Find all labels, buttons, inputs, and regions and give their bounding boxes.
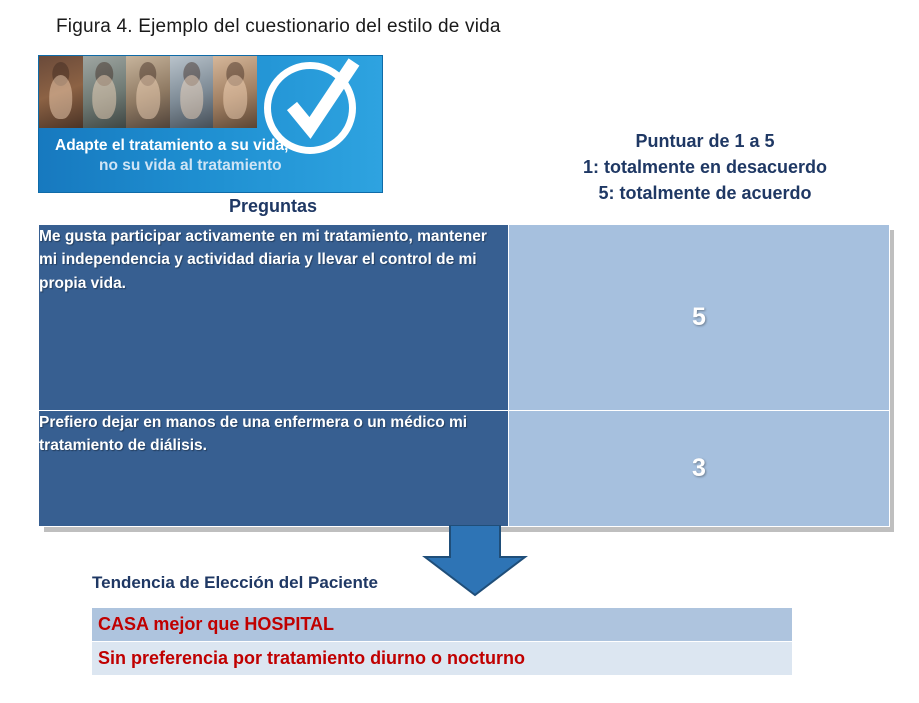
banner-slogan-line2: no su vida al tratamiento <box>99 157 282 175</box>
banner-photo <box>126 56 170 128</box>
scale-header-line2: 1: totalmente en desacuerdo <box>582 157 828 178</box>
score-cell[interactable]: 3 <box>509 411 890 527</box>
down-arrow-icon <box>420 525 530 597</box>
scale-header-line3: 5: totalmente de acuerdo <box>598 183 812 204</box>
scale-header-line1: Puntuar de 1 a 5 <box>635 131 775 151</box>
banner-photo <box>83 56 127 128</box>
campaign-banner <box>38 55 383 193</box>
banner-slogan-line1: Adapte el tratamiento a su vida, <box>55 137 289 154</box>
banner-photo-strip <box>39 56 257 128</box>
question-cell: Me gusta participar activamente en mi tratamiento, mantener mi independencia y actividad diaria y llevar el control de mi propia vida. <box>39 225 509 411</box>
banner-slogan <box>55 136 375 177</box>
banner-photo <box>39 56 83 128</box>
conclusion-label: Tendencia de Elección del Paciente <box>92 573 378 592</box>
conclusion-item-1: CASA mejor que HOSPITAL <box>92 608 792 641</box>
conclusion-item-2: Sin preferencia por tratamiento diurno o nocturno <box>92 642 792 675</box>
banner-photo <box>213 56 257 128</box>
table-row <box>39 225 890 411</box>
banner-photo <box>170 56 214 128</box>
questions-header: Preguntas <box>228 196 318 216</box>
table-row <box>39 411 890 527</box>
score-cell[interactable]: 5 <box>509 225 890 411</box>
page-title: Figura 4. Ejemplo del cuestionario del estilo de vida <box>56 16 501 37</box>
questionnaire-table <box>38 224 890 527</box>
question-cell: Prefiero dejar en manos de una enfermera o un médico mi tratamiento de diálisis. <box>39 411 509 527</box>
scale-header <box>510 128 900 206</box>
